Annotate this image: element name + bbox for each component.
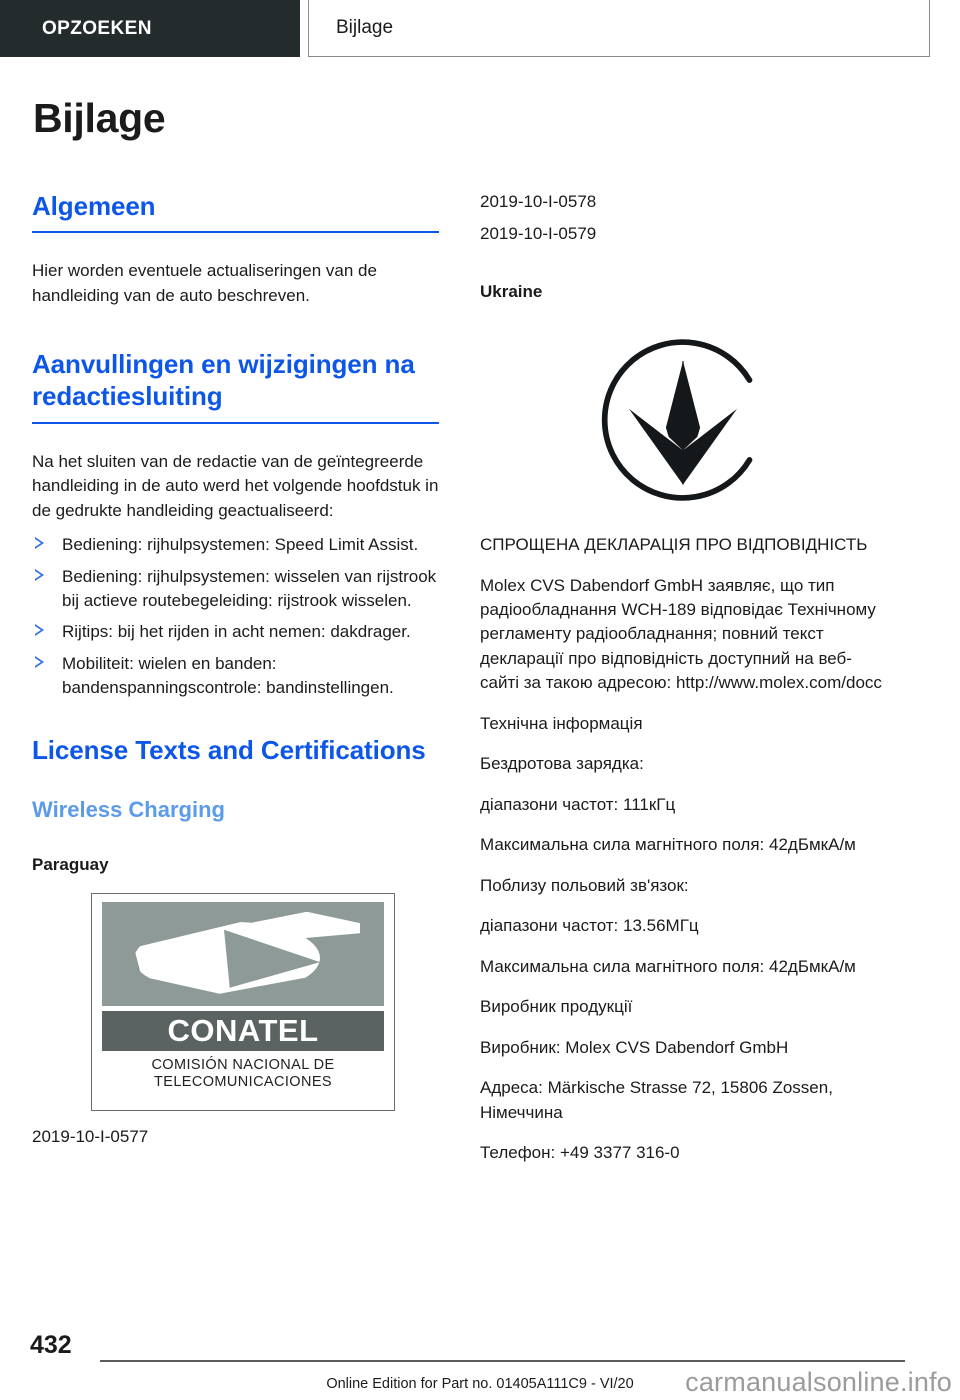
list-item bbox=[32, 620, 440, 644]
list-item-label: Bediening: rijhulpsystemen: wisselen van rijstrook bij actieve routebegeleiding: rijstrook wisselen. bbox=[62, 566, 437, 610]
header-spacer bbox=[300, 0, 308, 57]
two-column-layout bbox=[30, 190, 930, 1181]
country-heading-ukraine: Ukraine bbox=[480, 281, 543, 301]
section-heading-license-texts: License Texts and Certifications bbox=[32, 734, 426, 765]
list-item-label: Mobiliteit: wielen en banden: bandenspanningscontrole: bandinstellingen. bbox=[62, 653, 394, 698]
footer-edition-note: Online Edition for Part no. 01405A111C9 - VI/20 bbox=[326, 1376, 634, 1392]
tech-info-line: Технічна інформація bbox=[480, 713, 643, 733]
site-watermark: carmanualsonline.info bbox=[685, 1367, 952, 1397]
tech-info-line: діапазони частот: 111кГц bbox=[480, 794, 676, 814]
list-item-label: Bediening: rijhulpsystemen: Speed Limit Assist. bbox=[62, 535, 419, 555]
certification-code-0579: 2019-10-I-0579 bbox=[480, 224, 597, 244]
left-column bbox=[30, 190, 440, 1181]
triangle-bullet-icon bbox=[35, 656, 44, 668]
triangle-bullet-icon bbox=[35, 569, 44, 581]
list-item bbox=[32, 652, 440, 701]
list-item bbox=[32, 565, 440, 614]
tech-info-line: Бездротова зарядка: bbox=[480, 754, 644, 774]
tech-info-line: Телефон: +49 3377 316-0 bbox=[480, 1143, 680, 1162]
tech-info-line: Максимальна сила магнітного поля: 42дБмкА/м bbox=[480, 956, 856, 976]
section-body-algemeen: Hier worden eventuele actualiseringen van de handleiding van de auto beschreven. bbox=[32, 261, 377, 305]
right-column bbox=[478, 190, 888, 1181]
tech-info-line: Максимальна сила магнітного поля: 42дБмкА/м bbox=[480, 835, 856, 855]
breadcrumb-tab-bijlage[interactable]: Bijlage bbox=[308, 0, 930, 57]
declaration-heading: СПРОЩЕНА ДЕКЛАРАЦІЯ ПРО ВІДПОВІДНІСТЬ bbox=[480, 535, 868, 555]
document-page bbox=[0, 95, 960, 1400]
conatel-wordmark: CONATEL bbox=[102, 1011, 384, 1051]
country-heading-paraguay: Paraguay bbox=[32, 854, 109, 874]
tech-info-line: Адреса: Märkische Strasse 72, 15806 Zossen, Німеччина bbox=[480, 1078, 833, 1122]
page-number: 432 bbox=[30, 1331, 72, 1359]
subsection-heading-wireless-charging: Wireless Charging bbox=[32, 797, 225, 823]
tech-info-line: Поблизу польовий зв'язок: bbox=[480, 875, 689, 895]
triangle-bullet-icon bbox=[35, 537, 44, 549]
page-footer bbox=[0, 1318, 960, 1400]
update-chapter-list bbox=[32, 533, 440, 701]
declaration-body: Molex CVS Dabendorf GmbH заявляє, що тип радіообладнання WCH-189 відповідає Технічному регламенту радіообладнання; повний текст декларації про відповідність доступний на веб-сайті за такою адресою: http://www.molex.com/docc bbox=[480, 575, 882, 693]
section-heading-aanvullingen: Aanvullingen en wijzigingen na redactiesluiting bbox=[32, 349, 415, 412]
section-body-aanvullingen: Na het sluiten van de redactie van de geïntegreerde handleiding in de auto werd het volgende hoofdstuk in de gedrukte handleiding geactualiseerd: bbox=[32, 451, 439, 520]
triangle-bullet-icon bbox=[35, 624, 44, 636]
conatel-logo bbox=[91, 893, 395, 1111]
certification-code-0578: 2019-10-I-0578 bbox=[480, 192, 597, 211]
tech-info-line: Виробник: Molex CVS Dabendorf GmbH bbox=[480, 1037, 789, 1057]
conatel-subtitle-line1: COMISIÓN NACIONAL DE bbox=[151, 1056, 335, 1073]
tech-info-line: Виробник продукції bbox=[480, 997, 633, 1017]
certification-code-paraguay: 2019-10-I-0577 bbox=[32, 1126, 149, 1146]
ukrsepro-conformity-mark-icon bbox=[478, 325, 888, 515]
conatel-emblem-icon bbox=[102, 902, 384, 1006]
list-item bbox=[32, 533, 440, 557]
list-item-label: Rijtips: bij het rijden in acht nemen: dakdrager. bbox=[62, 622, 411, 642]
conatel-subtitle bbox=[102, 1057, 384, 1091]
section-heading-algemeen: Algemeen bbox=[32, 191, 156, 221]
tech-info-line: діапазони частот: 13.56МГц bbox=[480, 916, 699, 936]
conatel-subtitle-line2: TELECOMUNICACIONES bbox=[154, 1073, 332, 1090]
page-title: Bijlage bbox=[33, 95, 166, 141]
app-header bbox=[0, 0, 960, 57]
header-brand-label: OPZOEKEN bbox=[0, 0, 300, 57]
